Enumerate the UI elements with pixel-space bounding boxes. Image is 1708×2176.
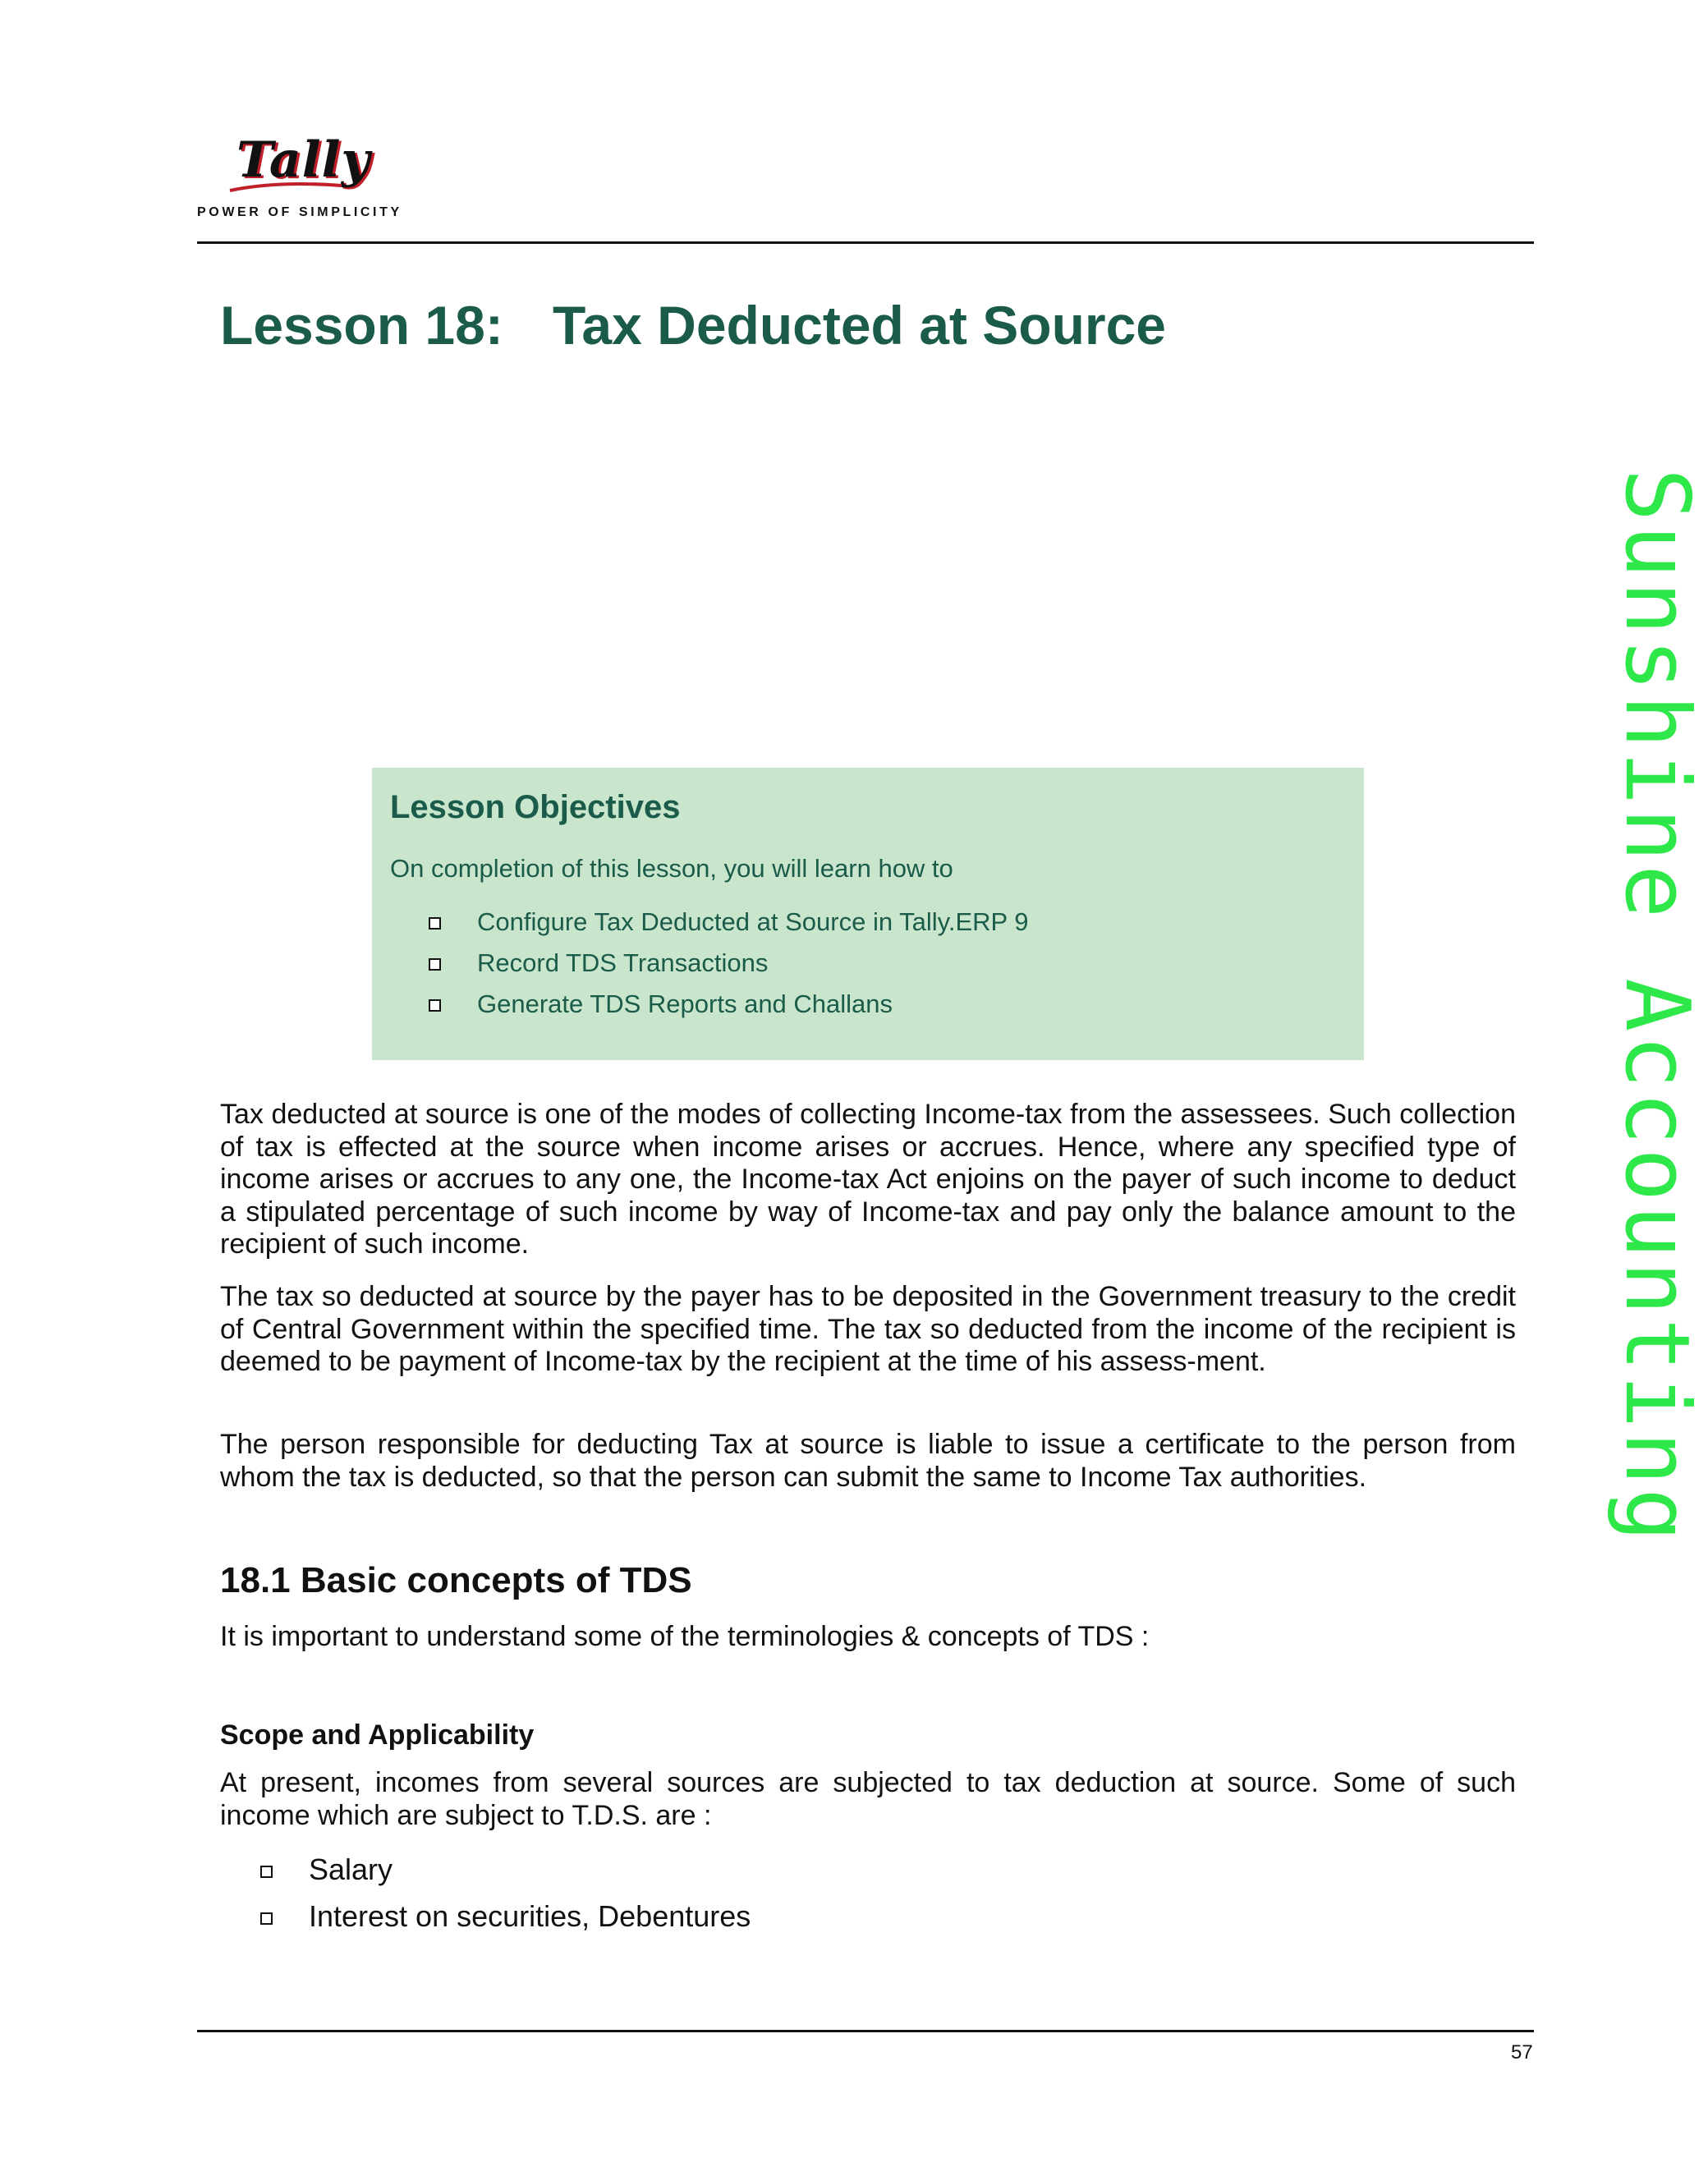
lesson-name: Tax Deducted at Source xyxy=(553,295,1166,356)
lesson-number: Lesson 18: xyxy=(220,295,503,356)
section-intro: It is important to understand some of the terminologies & concepts of TDS : xyxy=(220,1621,1150,1652)
square-bullet-icon xyxy=(260,1866,273,1878)
scope-item xyxy=(220,1846,751,1893)
lesson-title xyxy=(220,294,1166,356)
logo-wordmark: Tally xyxy=(236,131,371,189)
body-paragraph: The person responsible for deducting Tax at source is liable to issue a certificate to the person from whom the tax is deducted, so that the person can submit the same to Income Tax authorities. xyxy=(220,1429,1516,1493)
body-paragraph: The tax so deducted at source by the payer has to be deposited in the Government treasury to the credit of Central Government within the specified time. The tax so deducted from the income of the recipient is deemed to be payment of Income-tax by the recipient at the time of his assess-ment. xyxy=(220,1281,1516,1377)
objective-text: Generate TDS Reports and Challans xyxy=(477,989,893,1019)
body-paragraph: Tax deducted at source is one of the modes of collecting Income-tax from the assessees. Such collection of tax is effected at the source when income arises or accrues. Hence, where any specified type of income arises or accrues to any one, the Income-tax Act enjoins on the payer of such income to deduct a stipulated percentage of such income by way of Income-tax and pay only the balance amount to the recipient of such income. xyxy=(220,1099,1516,1260)
objective-item xyxy=(390,943,1364,984)
scope-paragraph: At present, incomes from several sources are subjected to tax deduction at source. Some of such income which are subject to T.D.S. are : xyxy=(220,1767,1516,1831)
scope-heading: Scope and Applicability xyxy=(220,1719,535,1751)
objectives-intro: On completion of this lesson, you will learn how to xyxy=(390,854,953,883)
square-bullet-icon xyxy=(260,1912,273,1925)
section-heading: 18.1 Basic concepts of TDS xyxy=(220,1560,692,1600)
objectives-list xyxy=(390,902,1364,1025)
square-bullet-icon xyxy=(429,999,441,1012)
scope-item-text: Salary xyxy=(309,1852,393,1886)
logo-swoosh-icon xyxy=(228,179,343,195)
lesson-objectives-box xyxy=(372,768,1364,1060)
objective-item xyxy=(390,984,1364,1025)
scope-list xyxy=(220,1846,751,1940)
square-bullet-icon xyxy=(429,958,441,971)
scope-item-text: Interest on securities, Debentures xyxy=(309,1899,751,1933)
watermark: Sunshine Accounting xyxy=(1605,468,1708,1545)
objective-text: Record TDS Transactions xyxy=(477,948,769,978)
square-bullet-icon xyxy=(429,917,441,930)
objectives-heading: Lesson Objectives xyxy=(390,789,681,825)
page-number: 57 xyxy=(1511,2041,1533,2064)
logo-tagline: POWER OF SIMPLICITY xyxy=(197,205,402,219)
objective-text: Configure Tax Deducted at Source in Tally.ERP 9 xyxy=(477,907,1029,937)
header-rule xyxy=(197,241,1534,244)
objective-item xyxy=(390,902,1364,943)
tally-logo xyxy=(195,131,402,230)
scope-item xyxy=(220,1893,751,1940)
footer-rule xyxy=(197,2030,1534,2032)
